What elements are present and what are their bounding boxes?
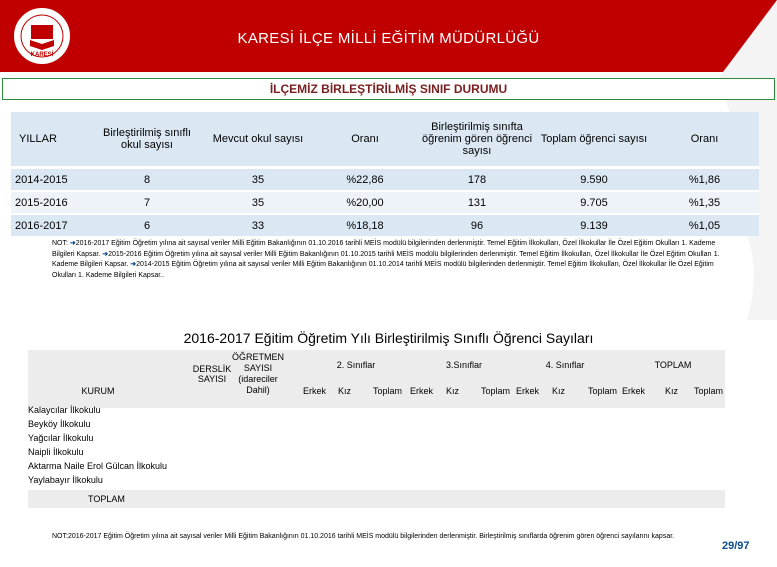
col-header-sub: Toplam <box>373 386 403 396</box>
table2-total-band <box>28 490 725 508</box>
arrow-right-icon: ➜ <box>102 250 109 258</box>
summary-table <box>11 112 759 236</box>
arrow-right-icon: ➜ <box>130 261 137 268</box>
col-header-group: 2. Sınıflar <box>336 360 376 370</box>
col-header-sub: Erkek <box>303 386 327 396</box>
cell: %1,86 <box>650 168 759 192</box>
row-name: Yağcılar İlkokulu <box>28 433 94 443</box>
cell: 35 <box>202 191 314 214</box>
note-2: NOT:2016-2017 Eğitim Öğretim yılına ait sayısal veriler Milli Eğitim Bakanlığının 01.10.2016 tarihli MEİS modülü bilgilerinden derlenmiştir. Birleştirilmiş sınıflarda öğrenim gören öğrenci sayılarını kapsar. <box>52 533 675 540</box>
cell: %1,05 <box>650 214 759 236</box>
cell: 33 <box>202 214 314 236</box>
cell: 35 <box>202 168 314 192</box>
section-title-bar <box>2 78 775 100</box>
col-header-sub: Toplam <box>481 386 511 396</box>
col-header-combined-students: Birleştirilmiş sınıfta öğrenim gören öğrenci sayısı <box>416 112 538 168</box>
table-row <box>11 191 759 214</box>
cell: 178 <box>416 168 538 192</box>
table-row <box>11 168 759 192</box>
col-header-ratio-1: Oranı <box>314 112 416 168</box>
cell: %20,00 <box>314 191 416 214</box>
row-name: Aktarma Naile Erol Gülcan İlkokulu <box>28 461 168 471</box>
col-header-sub: Kız <box>665 386 679 396</box>
cell: 7 <box>92 191 202 214</box>
total-row-name: TOPLAM <box>88 494 125 504</box>
cell: 2016-2017 <box>11 214 92 236</box>
cell: 131 <box>416 191 538 214</box>
cell: %1,35 <box>650 191 759 214</box>
table-row <box>11 214 759 236</box>
col-header-sub: Erkek <box>516 386 540 396</box>
cell: 9.705 <box>538 191 650 214</box>
note-2016: 2016-2017 Eğitim Öğretim yılına ait sayısal veriler Milli Eğitim Bakanlığının 01.10.2016 tarihli MEİS modülü bilgilerinden derlenmiştir. Temel Eğitim İlkokulları, Özel İlkokullar İle Özel Eğitim Okulları 1. Kademe Bilgileri Kapsar. <box>52 240 716 258</box>
col-header-group: 4. Sınıflar <box>545 360 585 370</box>
cell: %18,18 <box>314 214 416 236</box>
row-name: Kalaycılar İlkokulu <box>28 405 101 415</box>
col-header-ratio-2: Oranı <box>650 112 759 168</box>
col-header-sub: Kız <box>338 386 352 396</box>
col-header-combined-schools: Birleştirilmiş sınıflı okul sayısı <box>92 112 202 168</box>
col-header-years: YILLAR <box>11 112 92 168</box>
note-2015: 2015-2016 Eğitim Öğretim yılına ait sayısal veriler Milli Eğitim Bakanlığının 01.10.2015 tarihli MEİS modülü bilgilerinden derlenmiştir. Temel Eğitim İlkokulları, Özel İlkokullar İle Özel Eğitim Okulları 1. Kademe Bilgileri Kapsar. <box>52 250 720 268</box>
col-header-derslik: DERSLİK SAYISI <box>192 364 232 384</box>
cell: 6 <box>92 214 202 236</box>
cell: 9.139 <box>538 214 650 236</box>
cell: 8 <box>92 168 202 192</box>
logo-text: KARESİ <box>30 52 54 58</box>
col-header-sub: Toplam <box>694 386 724 396</box>
note-1 <box>52 239 722 281</box>
col-header-current-schools: Mevcut okul sayısı <box>202 112 314 168</box>
table2-title: 2016-2017 Eğitim Öğretim Yılı Birleştirilmiş Sınıflı Öğrenci Sayıları <box>183 330 594 346</box>
cell: %22,86 <box>314 168 416 192</box>
header-title: KARESİ İLÇE MİLLİ EĞİTİM MÜDÜRLÜĞÜ <box>237 30 540 47</box>
col-header-total-students: Toplam öğrenci sayısı <box>538 112 650 168</box>
cell: 2015-2016 <box>11 191 92 214</box>
section-title: İLÇEMİZ BİRLEŞTİRİLMİŞ SINIF DURUMU <box>269 82 508 96</box>
col-header-kurum: KURUM <box>81 386 115 396</box>
col-header-group: 3.Sınıflar <box>445 360 483 370</box>
col-header-group: TOPLAM <box>654 360 692 370</box>
page-number: 29/97 <box>722 540 750 552</box>
col-header-sub: Erkek <box>622 386 646 396</box>
row-name: Naipli İlkokulu <box>28 447 84 457</box>
col-header-sub: Erkek <box>410 386 434 396</box>
note-prefix: NOT: <box>52 240 70 247</box>
col-header-sub: Kız <box>552 386 566 396</box>
row-name: Yaylabayır İlkokulu <box>28 475 103 485</box>
cell: 9.590 <box>538 168 650 192</box>
col-header-ogretmen: ÖĞRETMEN SAYISI (idareciler Dahil) <box>232 352 285 395</box>
col-header-sub: Kız <box>446 386 460 396</box>
arrow-right-icon: ➜ <box>69 240 76 247</box>
note-2014: 2014-2015 Eğitim Öğretim yılına ait sayısal veriler Milli Eğitim Bakanlığının 01.10.2014 tarihli MEİS modülü bilgilerinden derlenmiştir. Temel Eğitim İlkokulları, Özel İlkokullar İle Özel Eğitim Okulları 1. Kademe Bilgileri Kapsar.. <box>52 261 714 279</box>
table2-header-band <box>28 350 725 408</box>
col-header-sub: Toplam <box>588 386 618 396</box>
row-name: Beyköy İlkokulu <box>28 419 91 429</box>
cell: 96 <box>416 214 538 236</box>
cell: 2014-2015 <box>11 168 92 192</box>
